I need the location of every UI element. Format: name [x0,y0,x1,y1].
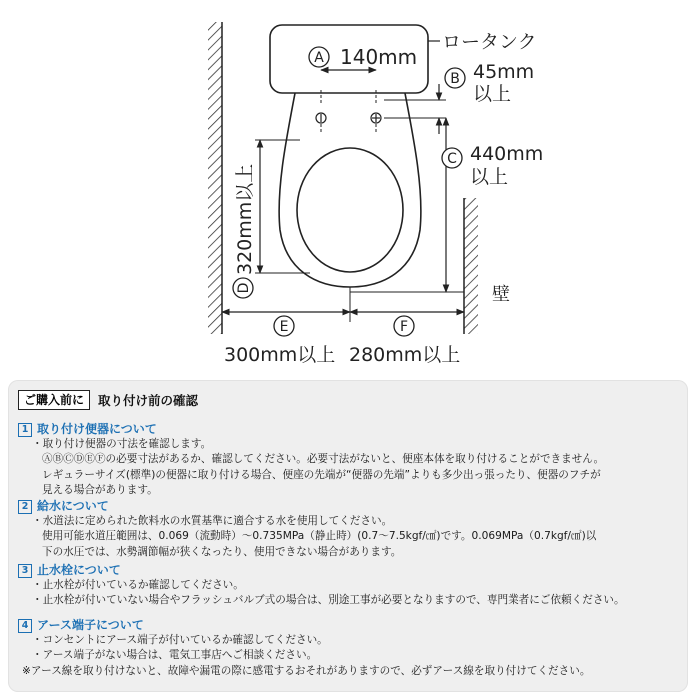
dim-a-value: 140mm [340,45,418,69]
toilet-seat [297,148,403,272]
section-title-text: 給水について [37,499,109,513]
info-line: ・アース端子がない場合は、電気工事店へご相談ください。 [32,649,318,662]
info-line: ・止水栓が付いていない場合やフラッシュバルブ式の場合は、別途工事が必要となりますので、専門業者にご依頼ください。 [32,594,625,607]
info-line: ⒶⒷⒸⒹⒺⒻの必要寸法があるか、確認してください。必要寸法がないと、便座本体を取り付けることができません。 [42,453,605,466]
warning-note: ※アース線を取り付けないと、故障や漏電の際に感電するおそれがありますので、必ずアース線を取り付けてください。 [22,664,591,677]
dim-c-value: 440mm [470,143,544,165]
section-title [18,563,625,578]
section-number: 3 [18,564,32,578]
wall-label: 壁 [492,284,510,305]
info-line: ・水道法に定められた飲料水の水質基準に適合する水を使用してください。 [32,515,393,527]
right-wall [464,198,478,334]
section-toilet [18,422,604,498]
dim-e-value: 300mm以上 [224,344,336,366]
tank-label [428,31,537,53]
section-title-text: 止水栓について [37,563,121,577]
info-line: 使用可能水道圧範囲は、0.069（流動時）～0.735MPa（静止時）(0.7～7.5kgf/㎠)です。0.069MPa（0.7kgf/㎠)以 [42,530,597,543]
panel-title: 取り付け前の確認 [98,393,199,408]
tank-label-text: ロータンク [442,31,537,53]
dim-f-mark: F [399,319,409,335]
section-number: 1 [18,423,32,437]
dim-f-value: 280mm以上 [349,344,461,366]
info-line: ・取り付け便器の寸法を確認します。 [32,438,212,450]
info-line: 見える場合があります。 [42,483,158,496]
info-line: ・コンセントにアース端子が付いているか確認してください。 [32,634,328,646]
dim-b-suffix: 以上 [473,83,512,105]
section-title-text: 取り付け便器について [37,422,157,436]
section-title [18,422,604,437]
section-title [18,499,596,514]
dim-b-mark: B [450,71,460,87]
section-ground-terminal [18,618,590,679]
left-wall [208,22,222,334]
dim-d-value: 320mm以上 [234,163,256,275]
section-number: 4 [18,619,32,633]
section-title-text: アース端子について [37,618,144,632]
dim-b-value: 45mm [473,61,535,83]
panel-header [18,390,198,410]
dim-c-mark: C [447,151,457,167]
dimension-e-f [222,287,464,366]
info-line: レギュラーサイズ(標準)の便器に取り付ける場合、便座の先端が“便器の先端”よりも多少出っ張ったり、便器のフチが [42,468,601,481]
info-line: ・止水栓が付いているか確認してください。 [32,579,244,591]
info-line: 下の水圧では、水勢調節幅が狭くなったり、使用できない場合があります。 [42,545,402,558]
dim-e-mark: E [279,319,289,335]
section-title [18,618,590,633]
dim-c-suffix: 以上 [470,166,509,188]
section-stop-valve [18,563,625,609]
dim-a-mark: A [314,50,324,66]
section-number: 2 [18,500,32,514]
section-water-supply [18,499,596,560]
pre-purchase-panel [8,380,688,692]
pre-purchase-tag: ご購入前に [18,390,90,410]
dim-d-mark: D [236,282,252,294]
